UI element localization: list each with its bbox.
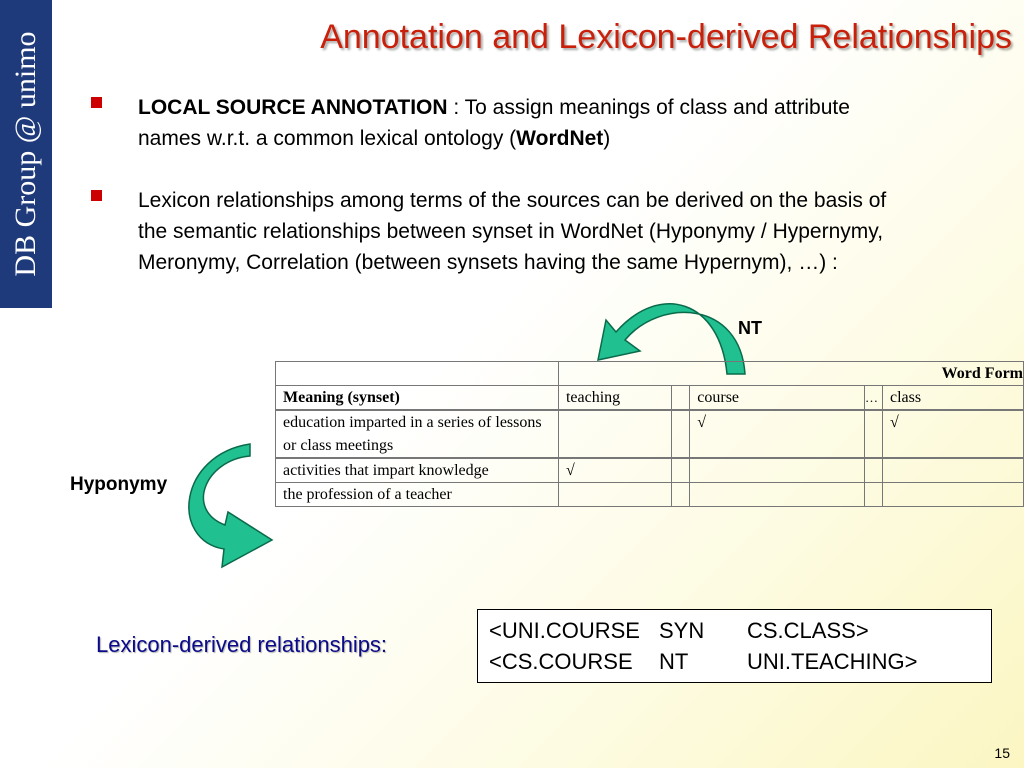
class-cell: √ bbox=[882, 411, 1023, 458]
meaning-cell: the profession of a teacher bbox=[276, 483, 559, 507]
table-row bbox=[276, 459, 1024, 483]
bullet-text-part: ) bbox=[603, 127, 611, 150]
hyponymy-curved-arrow-icon bbox=[189, 444, 272, 567]
table-cell bbox=[672, 386, 690, 410]
column-header-class: class bbox=[882, 386, 1023, 410]
relationship-target: UNI.TEACHING> bbox=[747, 649, 918, 674]
table-cell bbox=[276, 362, 559, 386]
meaning-cell: education imparted in a series of lessons or class meetings bbox=[276, 411, 559, 458]
nt-label: NT bbox=[738, 318, 762, 338]
table-cell bbox=[672, 411, 690, 458]
column-header-course: course bbox=[690, 386, 865, 410]
table-cell bbox=[672, 459, 690, 483]
table-header-row bbox=[276, 362, 1024, 386]
lexicon-derived-label: Lexicon-derived relationships: bbox=[96, 632, 388, 657]
course-cell bbox=[690, 459, 865, 483]
course-cell: √ bbox=[690, 411, 865, 458]
table-cell bbox=[672, 483, 690, 507]
relationship-type: NT bbox=[659, 649, 689, 674]
table-column-header-row bbox=[276, 386, 1024, 410]
relationship-source: <UNI.COURSE bbox=[489, 618, 640, 643]
table-cell bbox=[865, 411, 883, 458]
bullet-text-part: : To assign meanings of class and attribute names w.r.t. a common lexical ontology ( bbox=[138, 96, 850, 150]
word-form-table bbox=[275, 361, 1024, 507]
bullet-text: Lexicon relationships among terms of the sources can be derived on the basis of the semantic relationships between synset in WordNet (Hyponymy / Hypernymy, Meronymy, Correlation (between synsets having the same Hypernym), …) : bbox=[138, 189, 887, 274]
teaching-cell: √ bbox=[558, 459, 671, 483]
column-header-ellipsis: … bbox=[865, 386, 883, 410]
relationship-type: SYN bbox=[659, 618, 705, 643]
teaching-cell bbox=[558, 411, 671, 458]
table-cell bbox=[865, 459, 883, 483]
table-row bbox=[276, 483, 1024, 507]
table-cell bbox=[865, 483, 883, 507]
column-header-teaching: teaching bbox=[558, 386, 671, 410]
course-cell bbox=[690, 483, 865, 507]
hyponymy-label: Hyponymy bbox=[70, 474, 168, 495]
bullet-bold-lead: LOCAL SOURCE ANNOTATION bbox=[138, 96, 448, 119]
teaching-cell bbox=[558, 483, 671, 507]
bullet-bold-term: WordNet bbox=[516, 127, 604, 150]
page-number: 15 bbox=[994, 745, 1010, 761]
relationships-box bbox=[477, 609, 992, 683]
word-form-header: Word Form bbox=[558, 362, 1023, 386]
class-cell bbox=[882, 459, 1023, 483]
table-row bbox=[276, 411, 1024, 458]
class-cell bbox=[882, 483, 1023, 507]
meaning-header: Meaning (synset) bbox=[276, 386, 559, 410]
meaning-cell: activities that impart knowledge bbox=[276, 459, 559, 483]
relationship-target: CS.CLASS> bbox=[747, 618, 869, 643]
slide-title: Annotation and Lexicon-derived Relationships bbox=[320, 18, 1012, 56]
sidebar-label: DB Group @ unimo bbox=[9, 31, 42, 277]
relationship-source: <CS.COURSE bbox=[489, 649, 633, 674]
